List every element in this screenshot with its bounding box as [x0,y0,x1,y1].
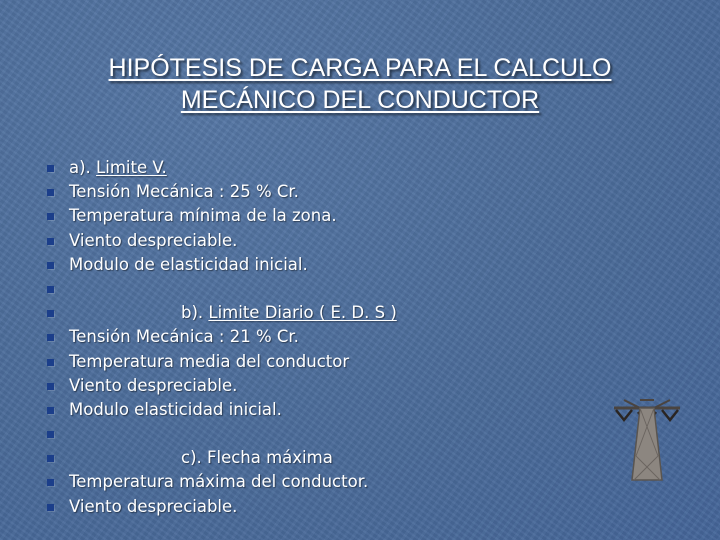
list-item [47,470,647,494]
list-item [47,325,647,349]
title-line-1: HIPÓTESIS DE CARGA PARA EL CALCULO [108,54,612,82]
list-item-content [69,182,299,201]
square-bullet-icon [47,504,54,511]
list-item-prefix: b). [181,303,209,323]
list-item-content [69,400,282,419]
square-bullet-icon [47,310,54,317]
square-bullet-icon [47,189,54,196]
list-item [47,301,647,325]
list-item-text: Temperatura mínima de la zona. [69,206,337,226]
square-bullet-icon [47,359,54,366]
list-item [47,253,647,277]
square-bullet-icon [47,479,54,486]
square-bullet-icon [47,165,54,172]
square-bullet-icon [47,334,54,341]
bullet-list [47,156,647,519]
list-item [47,180,647,204]
list-item-text: Tensión Mecánica : 21 % Cr. [69,327,299,347]
list-item-content [69,472,368,491]
transmission-tower-icon [610,396,684,482]
list-item [47,495,647,519]
list-item-content [69,448,333,467]
list-item [47,277,647,301]
square-bullet-icon [47,238,54,245]
square-bullet-icon [47,286,54,293]
list-item [47,398,647,422]
list-item-content [69,352,349,371]
list-item-text: Modulo de elasticidad inicial. [69,254,308,274]
list-item-content [69,255,308,274]
list-item-content [69,497,237,516]
list-item-content [69,231,237,250]
list-item [47,374,647,398]
square-bullet-icon [47,383,54,390]
square-bullet-icon [47,262,54,269]
list-item-content [69,158,167,177]
list-item [47,204,647,228]
slide-title [60,52,660,116]
list-item-text: Temperatura media del conductor [69,351,350,371]
list-item-content [69,303,397,322]
list-item [47,422,647,446]
list-item [47,350,647,374]
list-item-text: Tensión Mecánica : 25 % Cr. [69,182,299,202]
square-bullet-icon [47,213,54,220]
title-line-2: MECÁNICO DEL CONDUCTOR [180,86,540,114]
list-item [47,156,647,180]
square-bullet-icon [47,407,54,414]
list-item-prefix: c). [181,448,207,468]
square-bullet-icon [47,431,54,438]
list-item-text: Temperatura máxima del conductor. [69,472,369,492]
list-item-content [69,327,299,346]
list-item-prefix: a). [69,158,97,177]
list-item-text: Viento despreciable. [69,496,238,516]
list-item-text: Limite Diario ( E. D. S ) [208,303,397,323]
square-bullet-icon [47,455,54,462]
list-item-text: Viento despreciable. [69,375,238,395]
list-item [47,229,647,253]
list-item-text: Modulo elasticidad inicial. [69,399,282,419]
list-item-text: Limite V. [96,158,167,177]
list-item-text: Viento despreciable. [69,230,238,250]
list-item-content [69,376,237,395]
list-item-text: Flecha máxima [207,448,333,468]
list-item [47,446,647,470]
list-item-content [69,206,337,225]
